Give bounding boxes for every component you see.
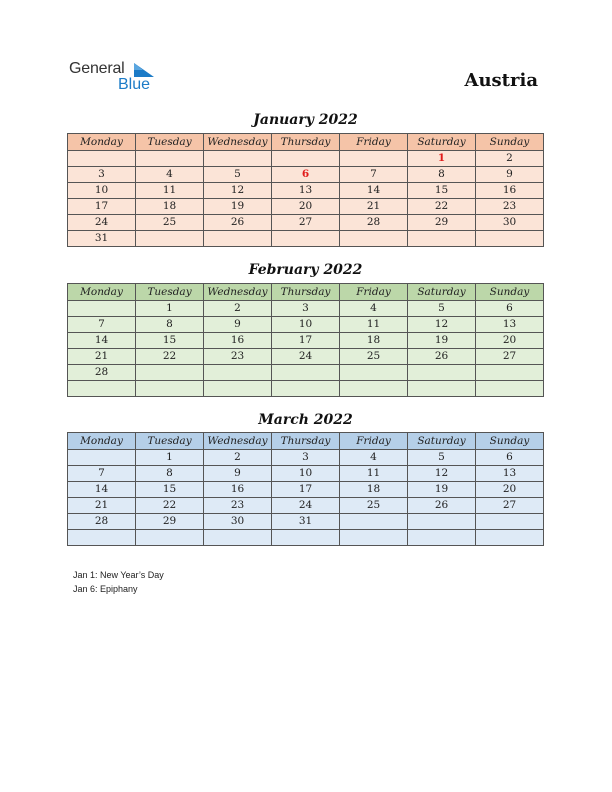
day-cell: 26 (408, 349, 476, 365)
week-row (68, 482, 544, 498)
day-cell: 18 (340, 482, 408, 498)
day-cell: 13 (476, 466, 544, 482)
day-cell: 7 (340, 167, 408, 183)
day-cell: 3 (68, 167, 136, 183)
day-cell (272, 365, 340, 381)
day-cell: 16 (204, 333, 272, 349)
weekday-header: Tuesday (136, 134, 204, 151)
day-cell: 2 (204, 450, 272, 466)
day-cell: 8 (136, 317, 204, 333)
day-cell (340, 151, 408, 167)
day-cell: 18 (136, 199, 204, 215)
weekday-header: Sunday (476, 134, 544, 151)
day-cell: 14 (68, 482, 136, 498)
weekday-header: Friday (340, 284, 408, 301)
day-cell: 16 (476, 183, 544, 199)
day-cell: 26 (204, 215, 272, 231)
day-cell: 5 (408, 450, 476, 466)
weekday-header-row (68, 134, 544, 151)
calendar-february (67, 283, 544, 397)
day-cell: 27 (272, 215, 340, 231)
week-row (68, 450, 544, 466)
day-cell: 19 (408, 333, 476, 349)
day-cell (408, 514, 476, 530)
holiday-note: Jan 1: New Year’s Day (73, 570, 164, 580)
day-cell: 9 (204, 466, 272, 482)
week-row (68, 215, 544, 231)
day-cell (136, 530, 204, 546)
day-cell (476, 381, 544, 397)
day-cell: 21 (340, 199, 408, 215)
day-cell: 1 (136, 450, 204, 466)
week-row (68, 231, 544, 247)
day-cell: 18 (340, 333, 408, 349)
day-cell: 22 (408, 199, 476, 215)
day-cell: 28 (68, 514, 136, 530)
calendar-body (68, 450, 544, 546)
week-row (68, 498, 544, 514)
week-row (68, 301, 544, 317)
day-cell: 6 (476, 450, 544, 466)
day-cell: 30 (204, 514, 272, 530)
day-cell: 30 (476, 215, 544, 231)
day-cell (408, 530, 476, 546)
day-cell: 7 (68, 317, 136, 333)
day-cell: 28 (340, 215, 408, 231)
day-cell (136, 151, 204, 167)
day-cell: 11 (340, 466, 408, 482)
weekday-header: Tuesday (136, 284, 204, 301)
day-cell: 19 (204, 199, 272, 215)
week-row (68, 199, 544, 215)
day-cell: 28 (68, 365, 136, 381)
calendar-body (68, 301, 544, 397)
day-cell: 19 (408, 482, 476, 498)
day-cell: 27 (476, 498, 544, 514)
week-row (68, 381, 544, 397)
day-cell: 11 (136, 183, 204, 199)
week-row (68, 349, 544, 365)
day-cell: 31 (68, 231, 136, 247)
day-cell: 8 (408, 167, 476, 183)
logo-general-text: General (69, 60, 125, 77)
weekday-header: Friday (340, 134, 408, 151)
day-cell (68, 301, 136, 317)
weekday-header: Monday (68, 433, 136, 450)
day-cell: 5 (408, 301, 476, 317)
day-cell (476, 530, 544, 546)
day-cell: 6 (272, 167, 340, 183)
week-row (68, 365, 544, 381)
logo (69, 60, 169, 96)
day-cell (68, 530, 136, 546)
weekday-header: Monday (68, 284, 136, 301)
day-cell: 17 (272, 333, 340, 349)
weekday-header: Wednesday (204, 433, 272, 450)
day-cell: 2 (476, 151, 544, 167)
day-cell (340, 514, 408, 530)
week-row (68, 183, 544, 199)
country-name: Austria (464, 70, 538, 91)
day-cell: 16 (204, 482, 272, 498)
day-cell (272, 530, 340, 546)
weekday-header: Friday (340, 433, 408, 450)
day-cell: 20 (476, 482, 544, 498)
day-cell (136, 381, 204, 397)
day-cell (272, 151, 340, 167)
day-cell: 26 (408, 498, 476, 514)
day-cell: 10 (68, 183, 136, 199)
day-cell (204, 231, 272, 247)
day-cell: 10 (272, 317, 340, 333)
weekday-header: Thursday (272, 433, 340, 450)
day-cell: 20 (272, 199, 340, 215)
day-cell (204, 381, 272, 397)
weekday-header: Wednesday (204, 284, 272, 301)
weekday-header-row (68, 284, 544, 301)
day-cell (340, 365, 408, 381)
day-cell (136, 365, 204, 381)
weekday-header: Monday (68, 134, 136, 151)
day-cell: 29 (136, 514, 204, 530)
week-row (68, 514, 544, 530)
day-cell (136, 231, 204, 247)
day-cell: 25 (136, 215, 204, 231)
calendar-january (67, 133, 544, 247)
day-cell: 22 (136, 498, 204, 514)
day-cell: 14 (68, 333, 136, 349)
day-cell: 13 (476, 317, 544, 333)
day-cell (204, 530, 272, 546)
weekday-header-row (68, 433, 544, 450)
day-cell: 7 (68, 466, 136, 482)
weekday-header: Saturday (408, 433, 476, 450)
day-cell: 3 (272, 301, 340, 317)
day-cell (408, 381, 476, 397)
day-cell (68, 151, 136, 167)
week-row (68, 317, 544, 333)
logo-triangle-icon (134, 63, 154, 77)
day-cell: 11 (340, 317, 408, 333)
day-cell: 17 (68, 199, 136, 215)
weekday-header: Sunday (476, 433, 544, 450)
day-cell: 24 (68, 215, 136, 231)
day-cell (272, 381, 340, 397)
day-cell (408, 365, 476, 381)
day-cell: 6 (476, 301, 544, 317)
week-row (68, 466, 544, 482)
weekday-header: Thursday (272, 284, 340, 301)
calendar-body (68, 151, 544, 247)
day-cell: 12 (408, 466, 476, 482)
day-cell: 23 (476, 199, 544, 215)
week-row (68, 151, 544, 167)
weekday-header: Saturday (408, 134, 476, 151)
week-row (68, 530, 544, 546)
day-cell: 15 (408, 183, 476, 199)
day-cell: 13 (272, 183, 340, 199)
day-cell: 12 (408, 317, 476, 333)
weekday-header: Tuesday (136, 433, 204, 450)
day-cell: 20 (476, 333, 544, 349)
day-cell: 2 (204, 301, 272, 317)
day-cell: 24 (272, 349, 340, 365)
day-cell: 17 (272, 482, 340, 498)
holiday-notes (73, 568, 164, 596)
day-cell: 15 (136, 333, 204, 349)
day-cell (408, 231, 476, 247)
day-cell: 4 (340, 450, 408, 466)
day-cell: 31 (272, 514, 340, 530)
day-cell (476, 231, 544, 247)
day-cell: 21 (68, 349, 136, 365)
day-cell: 21 (68, 498, 136, 514)
day-cell: 29 (408, 215, 476, 231)
day-cell: 8 (136, 466, 204, 482)
day-cell: 9 (204, 317, 272, 333)
week-row (68, 333, 544, 349)
day-cell: 1 (408, 151, 476, 167)
day-cell: 5 (204, 167, 272, 183)
day-cell: 24 (272, 498, 340, 514)
weekday-header: Saturday (408, 284, 476, 301)
month-title-march: March 2022 (258, 412, 353, 428)
weekday-header: Thursday (272, 134, 340, 151)
logo-blue-text: Blue (118, 76, 151, 93)
month-title-january: January 2022 (253, 112, 358, 128)
day-cell: 27 (476, 349, 544, 365)
day-cell: 25 (340, 349, 408, 365)
day-cell: 23 (204, 349, 272, 365)
weekday-header: Wednesday (204, 134, 272, 151)
day-cell: 22 (136, 349, 204, 365)
day-cell (68, 381, 136, 397)
weekday-header: Sunday (476, 284, 544, 301)
day-cell (340, 381, 408, 397)
day-cell (68, 450, 136, 466)
day-cell (476, 365, 544, 381)
day-cell: 14 (340, 183, 408, 199)
day-cell: 9 (476, 167, 544, 183)
week-row (68, 167, 544, 183)
day-cell: 4 (340, 301, 408, 317)
day-cell: 10 (272, 466, 340, 482)
day-cell: 3 (272, 450, 340, 466)
day-cell (476, 514, 544, 530)
day-cell: 25 (340, 498, 408, 514)
month-title-february: February 2022 (248, 262, 363, 278)
day-cell: 1 (136, 301, 204, 317)
day-cell (204, 151, 272, 167)
day-cell: 4 (136, 167, 204, 183)
day-cell (204, 365, 272, 381)
day-cell (340, 530, 408, 546)
holiday-note: Jan 6: Epiphany (73, 584, 138, 594)
day-cell: 12 (204, 183, 272, 199)
day-cell (340, 231, 408, 247)
day-cell: 15 (136, 482, 204, 498)
day-cell: 23 (204, 498, 272, 514)
day-cell (272, 231, 340, 247)
calendar-march (67, 432, 544, 546)
